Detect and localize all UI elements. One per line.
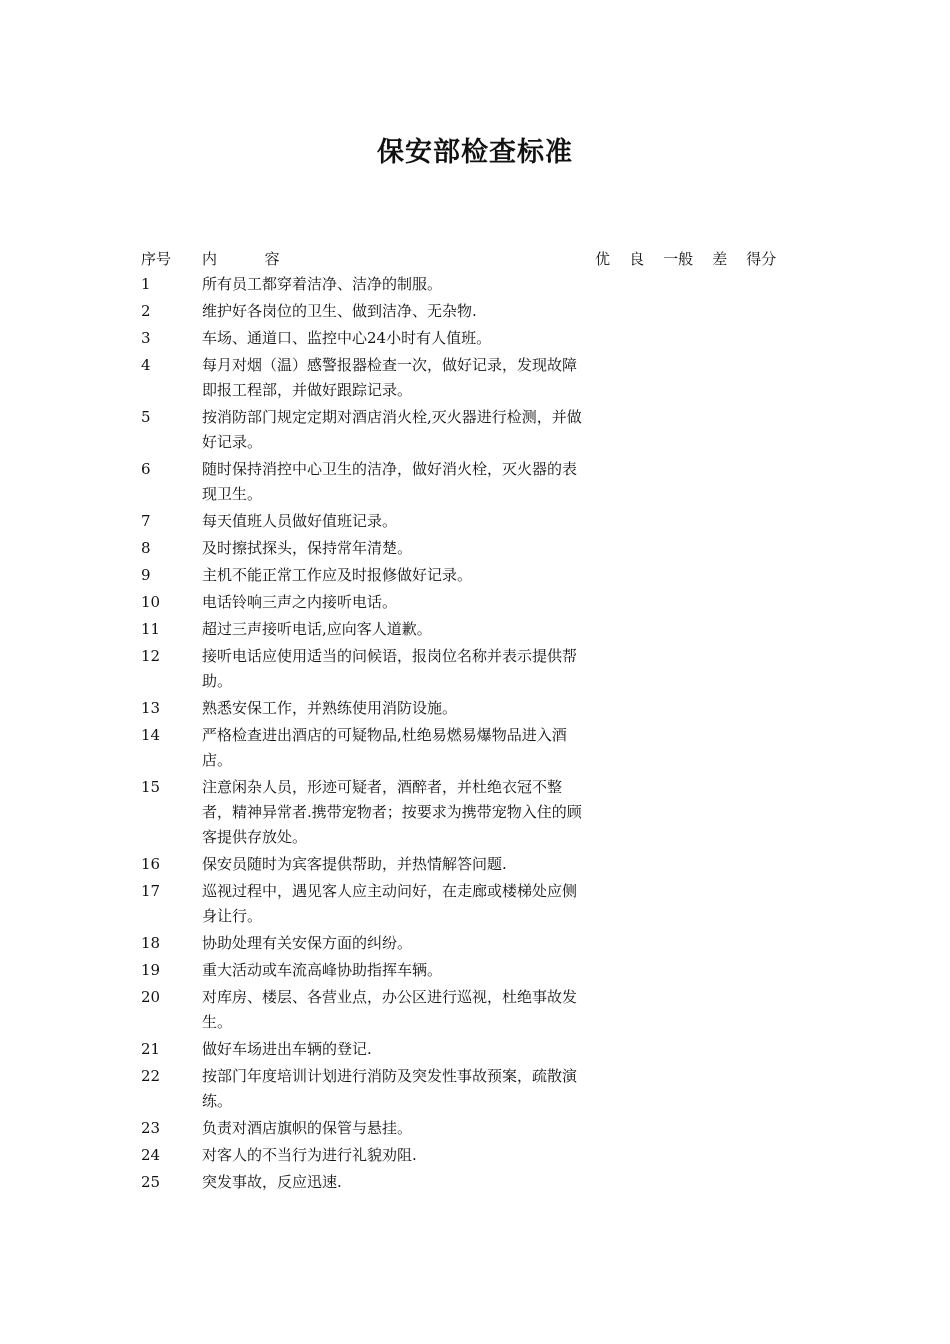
item-number: 15 <box>141 778 161 796</box>
item-number: 12 <box>141 647 161 665</box>
item-text: 协助处理有关安保方面的纠纷。 <box>202 934 413 952</box>
item-text: 巡视过程中，遇见客人应主动问好，在走廊或楼梯处应侧身让行。 <box>202 882 578 925</box>
list-item <box>0 326 950 351</box>
item-number: 7 <box>141 512 151 530</box>
list-item <box>0 1064 950 1114</box>
item-number: 1 <box>141 275 151 293</box>
item-number: 8 <box>141 539 151 557</box>
item-number: 24 <box>141 1146 161 1164</box>
item-number: 20 <box>141 988 161 1006</box>
list-item <box>0 958 950 983</box>
item-number: 21 <box>141 1040 161 1058</box>
list-item <box>0 852 950 877</box>
item-text: 重大活动或车流高峰协助指挥车辆。 <box>202 961 443 979</box>
list-item <box>0 563 950 588</box>
item-number: 17 <box>141 882 161 900</box>
item-number: 4 <box>141 356 151 374</box>
header-seq: 序号 <box>141 250 172 268</box>
item-number: 10 <box>141 593 161 611</box>
list-item <box>0 590 950 615</box>
item-text: 按部门年度培训计划进行消防及突发性事故预案，疏散演练。 <box>202 1067 578 1110</box>
item-number: 5 <box>141 408 151 426</box>
list-item <box>0 931 950 956</box>
item-text: 熟悉安保工作，并熟练使用消防设施。 <box>202 699 458 717</box>
list-item <box>0 1116 950 1141</box>
item-number: 13 <box>141 699 161 717</box>
item-number: 9 <box>141 566 151 584</box>
header-content: 内 容 <box>202 250 280 268</box>
item-number: 14 <box>141 726 161 744</box>
checklist <box>0 272 950 1197</box>
header-rating-columns: 优 良 一般 差 得分 <box>595 250 777 268</box>
item-number: 2 <box>141 302 151 320</box>
item-text: 随时保持消控中心卫生的洁净，做好消火栓，灭火器的表现卫生。 <box>202 460 578 503</box>
item-number: 16 <box>141 855 161 873</box>
item-text: 严格检查进出酒店的可疑物品,杜绝易燃易爆物品进入酒店。 <box>202 726 567 769</box>
item-number: 19 <box>141 961 161 979</box>
item-number: 23 <box>141 1119 161 1137</box>
item-text: 接听电话应使用适当的问候语，报岗位名称并表示提供帮助。 <box>202 647 578 690</box>
list-item <box>0 696 950 721</box>
item-text: 按消防部门规定定期对酒店消火栓,灭火器进行检测，并做好记录。 <box>202 408 582 451</box>
list-item <box>0 299 950 324</box>
item-text: 对库房、楼层、各营业点，办公区进行巡视，杜绝事故发生。 <box>202 988 578 1031</box>
list-item <box>0 536 950 561</box>
item-number: 18 <box>141 934 161 952</box>
item-text: 超过三声接听电话,应向客人道歉。 <box>202 620 432 638</box>
table-header <box>0 248 950 270</box>
list-item <box>0 879 950 929</box>
item-text: 每天值班人员做好值班记录。 <box>202 512 398 530</box>
list-item <box>0 775 950 850</box>
item-text: 维护好各岗位的卫生、做到洁净、无杂物. <box>202 302 477 320</box>
item-text: 主机不能正常工作应及时报修做好记录。 <box>202 566 473 584</box>
item-number: 11 <box>141 620 161 638</box>
item-number: 6 <box>141 460 151 478</box>
list-item <box>0 1143 950 1168</box>
item-number: 22 <box>141 1067 161 1085</box>
list-item <box>0 272 950 297</box>
item-text: 做好车场进出车辆的登记. <box>202 1040 372 1058</box>
item-text: 对客人的不当行为进行礼貌劝阻. <box>202 1146 417 1164</box>
list-item <box>0 1037 950 1062</box>
item-text: 每月对烟（温）感警报器检查一次，做好记录，发现故障即报工程部，并做好跟踪记录。 <box>202 356 578 399</box>
list-item <box>0 723 950 773</box>
item-text: 负责对酒店旗帜的保管与悬挂。 <box>202 1119 413 1137</box>
item-text: 所有员工都穿着洁净、洁净的制服。 <box>202 275 443 293</box>
list-item <box>0 644 950 694</box>
page-title: 保安部检查标准 <box>377 137 573 168</box>
item-number: 25 <box>141 1173 161 1191</box>
item-text: 车场、通道口、监控中心24小时有人值班。 <box>202 329 492 347</box>
list-item <box>0 985 950 1035</box>
item-text: 电话铃响三声之内接听电话。 <box>202 593 398 611</box>
item-text: 突发事故，反应迅速. <box>202 1173 342 1191</box>
item-text: 注意闲杂人员，形迹可疑者，酒醉者，并杜绝衣冠不整者，精神异常者.携带宠物者；按要求为携带宠物入住的顾客提供存放处。 <box>202 778 582 846</box>
list-item <box>0 509 950 534</box>
item-text: 及时擦拭探头，保持常年清楚。 <box>202 539 413 557</box>
item-number: 3 <box>141 329 151 347</box>
list-item <box>0 405 950 455</box>
list-item <box>0 1170 950 1195</box>
item-text: 保安员随时为宾客提供帮助，并热情解答问题. <box>202 855 507 873</box>
list-item <box>0 353 950 403</box>
list-item <box>0 617 950 642</box>
list-item <box>0 457 950 507</box>
